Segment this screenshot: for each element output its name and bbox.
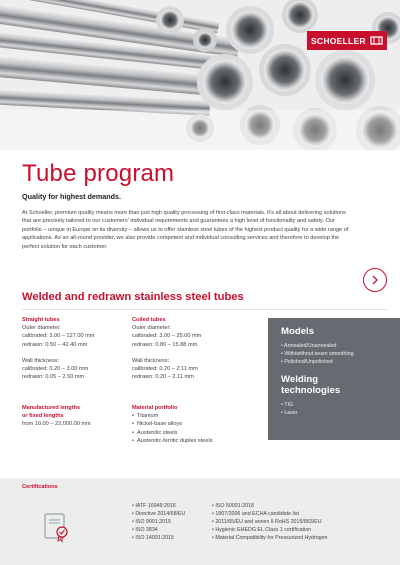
brand-name: SCHOELLER <box>311 35 366 46</box>
list-item: • ISO 3834 <box>132 527 185 535</box>
od-calibrated: calibrated: 3.00 – 127.00 mm <box>22 333 95 340</box>
od-redrawn: redrawn: 0.50 – 42.40 mm <box>22 341 88 348</box>
tube-logo-icon <box>370 34 383 47</box>
steel-tubes-illustration <box>0 0 400 150</box>
list-item: • Austenitic-ferritic duplex steels <box>132 437 250 445</box>
models-panel <box>268 318 400 440</box>
list-item: • 2011/65/EU and annex II RoHS 2015/863/EU <box>212 519 328 527</box>
page-title: Tube program <box>22 160 175 187</box>
straight-tubes-heading: Straight tubes <box>22 317 60 323</box>
list-item: • Austenitic steels <box>132 429 250 437</box>
wt-redrawn: redrawn: 0.20 – 2.11 mm <box>132 374 194 381</box>
wt-calibrated: calibrated: 0.20 – 2.11 mm <box>132 366 198 373</box>
list-item: • 1907/2006 and ECHA candidate list <box>212 511 328 519</box>
list-item: • Titanium <box>132 412 250 420</box>
wt-calibrated: calibrated: 0.20 – 3.00 mm <box>22 366 89 373</box>
list-item: • ISO 9001:2015 <box>132 519 185 527</box>
certifications-title: Certifications <box>22 484 58 490</box>
straight-tubes-spec <box>22 316 127 381</box>
od-redrawn: redrawn: 0.80 – 15.88 mm <box>132 341 198 348</box>
lengths-value: from 10.00 – 22,000.00 mm <box>22 421 91 428</box>
wt-label: Wall thickness: <box>22 357 60 364</box>
list-item: • ISO 50001:2018 <box>212 503 328 511</box>
next-page-button[interactable] <box>363 268 387 292</box>
list-item: • Directive 2014/68/EU <box>132 511 185 519</box>
welding-title-1: Welding <box>281 373 319 385</box>
od-label: Outer diameter: <box>22 325 61 332</box>
hero-image <box>0 0 400 150</box>
section-title: Welded and redrawn stainless steel tubes <box>22 291 244 303</box>
od-label: Outer diameter: <box>132 325 171 332</box>
list-item: • Laser <box>281 409 400 417</box>
list-item: • Hygienic EHEDG EL Class 1 certification <box>212 527 328 535</box>
wt-redrawn: redrawn: 0.05 – 2.50 mm <box>22 374 85 381</box>
list-item: • IATF 16949:2016 <box>132 503 185 511</box>
page-subtitle: Quality for highest demands. <box>22 192 122 201</box>
list-item: • With/without seam smoothing <box>281 350 400 358</box>
section-divider <box>22 309 387 310</box>
brand-logo <box>307 31 387 50</box>
list-item: • Nickel-base alloys <box>132 420 250 428</box>
lengths-heading-1: Manufactured lengths <box>22 405 81 411</box>
material-heading: Material portfolio <box>132 405 178 411</box>
certificate-icon <box>40 511 72 543</box>
certifications-list-1 <box>132 503 185 543</box>
chevron-right-icon <box>370 275 380 285</box>
lengths-heading-2: or fixed lengths <box>22 413 64 420</box>
coiled-tubes-heading: Coiled tubes <box>132 317 166 323</box>
coiled-tubes-spec <box>132 316 250 381</box>
list-item: • Material Compatibility for Pressurized Hydrogen <box>212 535 328 543</box>
od-calibrated: calibrated: 3.00 – 25.00 mm <box>132 333 202 340</box>
models-title: Models <box>281 326 315 337</box>
list-item: • ISO 14001:2015 <box>132 535 185 543</box>
wt-label: Wall thickness: <box>132 357 170 364</box>
list-item: • Polished/Unpolished <box>281 358 400 366</box>
certifications-list-2 <box>212 503 328 543</box>
lengths-spec <box>22 404 127 429</box>
intro-paragraph: At Schoeller, premium quality means more than just high quality processing of first-class materials. It's all about delivering solutions that are precisely tailored to our customers' individual requirements and guarantees a high level of functionality and safety. Our portfolio – unique in Europe on its diversity – allows us to offer stainless steel tubes of the highest product quality for a wide range of applications. As an all-round provider, we also provide competent and individual consulting services and therefore to develop the perfect solution for each customer. <box>22 210 349 250</box>
material-portfolio <box>132 404 250 445</box>
welding-title-2: technologies <box>281 384 341 396</box>
certifications-section <box>0 478 400 565</box>
list-item: • Annealed/Unannealed <box>281 342 400 350</box>
list-item: • TIG <box>281 401 400 409</box>
